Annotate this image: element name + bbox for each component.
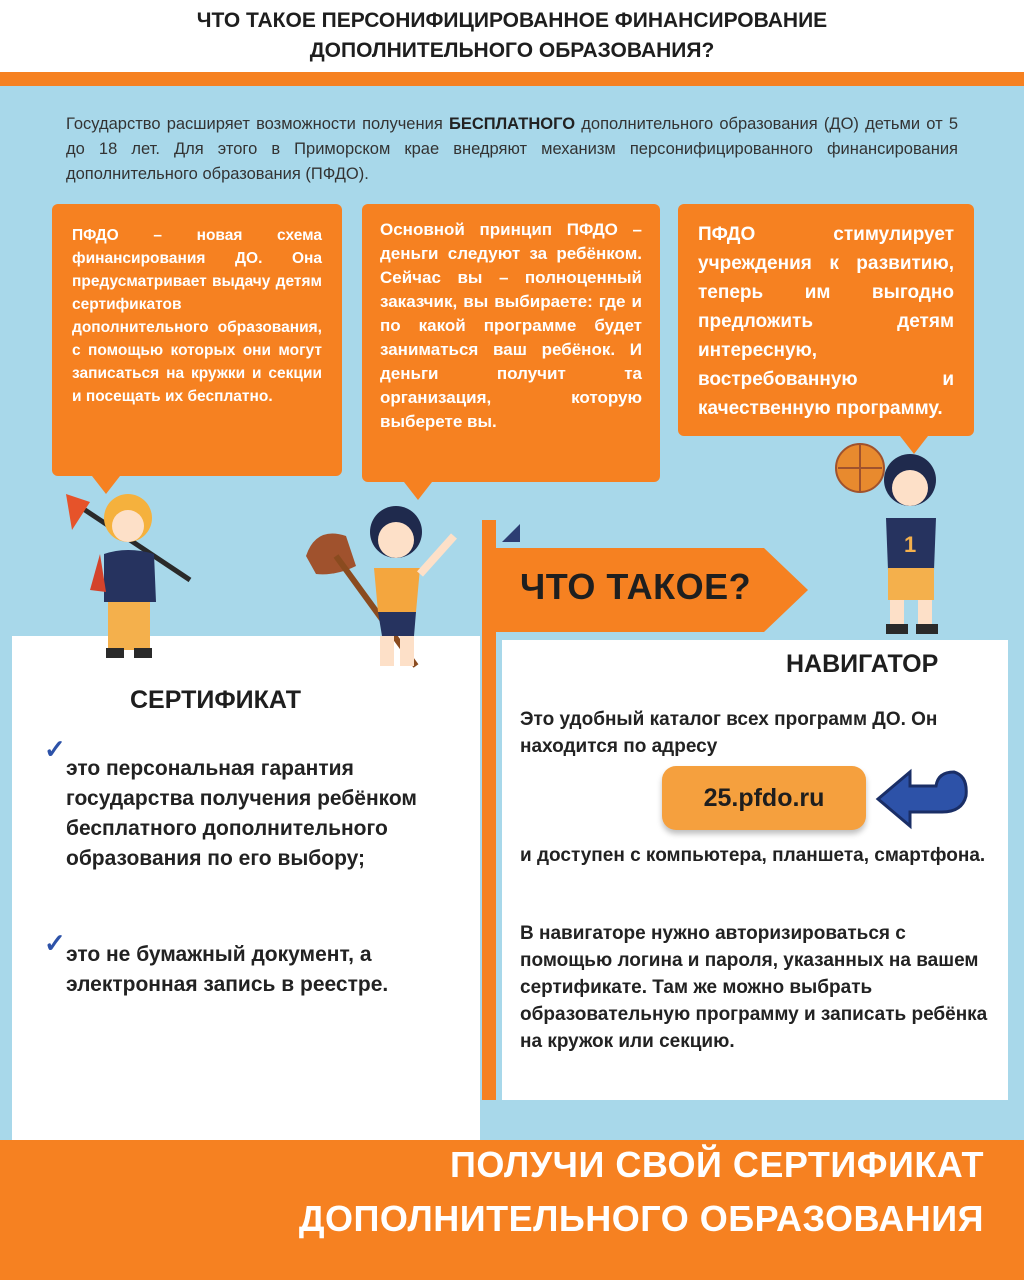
title-line-2: ДОПОЛНИТЕЛЬНОГО ОБРАЗОВАНИЯ? [309, 39, 715, 62]
navigator-devices: и доступен с компьютера, планшета, смартфона. [520, 845, 986, 866]
what-is-label: ЧТО ТАКОЕ? [520, 566, 752, 607]
page-title [0, 0, 1024, 72]
navigator-url-link[interactable]: 25.pfdo.ru [662, 766, 866, 830]
footer-call-to-action [84, 1138, 984, 1246]
left-arrow-icon [874, 768, 970, 830]
speech-bubble-2 [362, 204, 660, 482]
bubble-1-text: ПФДО – новая схема финансирования ДО. Она предусматривает выдачу детям сертификатов дополнительного образования, с помощью которых они могут записаться на кружки и секции и посещать их бесплатно. [72, 227, 322, 405]
svg-text:1: 1 [904, 532, 917, 557]
bubble-3-text: ПФДО стимулирует учреждения к развитию, теперь им выгодно предложить детям интересную, востребованную и качественную программу. [698, 224, 954, 419]
navigator-description: Это удобный каталог всех программ ДО. Он находится по адресу [520, 709, 938, 757]
flag-pole-top [502, 524, 520, 542]
speech-bubble-3 [678, 204, 974, 436]
navigator-instructions: В навигаторе нужно авторизироваться с помощью логина и пароля, указанных на вашем сертификате. Там же можно выбрать образовательную программу и записать ребёнка на кружок или секцию. [520, 923, 988, 1052]
bubble-2-text: Основной принцип ПФДО – деньги следуют за ребёнком. Сейчас вы – полноценный заказчик, вы выбираете: где и по какой программе будет заниматься ваш ребёнок. И деньги получит та организация, которую выберете вы. [380, 220, 642, 431]
what-is-flag-tip [764, 548, 808, 632]
intro-paragraph [66, 112, 958, 187]
certificate-item-1: это персональная гарантия государства получения ребёнком бесплатного дополнительного образования по его выбору; [66, 757, 417, 870]
child-with-flag-illustration [60, 480, 200, 665]
child-with-basketball-illustration [830, 440, 960, 640]
check-icon: ✓ [44, 734, 66, 764]
child-with-hobby-horse-illustration [296, 496, 466, 681]
certificate-item-2: это не бумажный документ, а электронная запись в реестре. [66, 943, 389, 996]
check-icon: ✓ [44, 928, 66, 958]
speech-bubble-1 [52, 204, 342, 476]
header-divider [0, 72, 1024, 86]
footer-line-1: ПОЛУЧИ СВОЙ СЕРТИФИКАТ [450, 1144, 984, 1185]
intro-text-end: дополнительного образования (ДО) детьми от 5 до 18 лет. Для этого в Приморском крае внедряют механизм персонифицированного финансирования дополнительного образования (ПФДО). [66, 115, 959, 183]
title-line-1: ЧТО ТАКОЕ ПЕРСОНИФИЦИРОВАННОЕ ФИНАНСИРОВАНИЕ [196, 9, 828, 32]
footer-line-2: ДОПОЛНИТЕЛЬНОГО ОБРАЗОВАНИЯ [298, 1198, 984, 1239]
certificate-heading: СЕРТИФИКАТ [130, 686, 301, 714]
navigator-heading: НАВИГАТОР [786, 650, 939, 678]
intro-bold-word: БЕСПЛАТНОГО [448, 115, 576, 133]
flag-pole [482, 520, 496, 1100]
intro-text-start: Государство расширяет возможности получения [66, 115, 449, 133]
